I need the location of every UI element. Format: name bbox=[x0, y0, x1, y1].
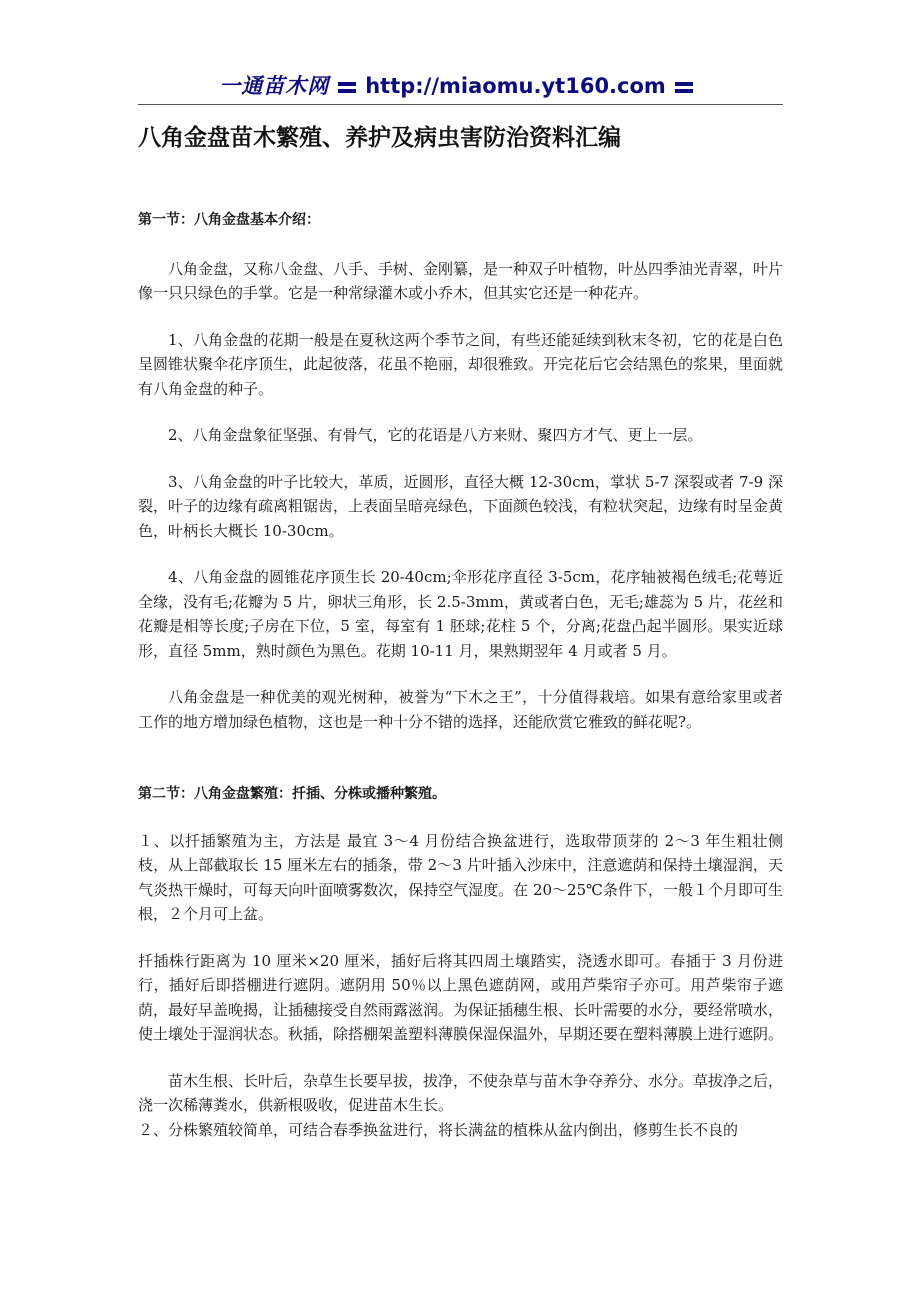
paragraph: １、以扦插繁殖为主，方法是 最宜 3～4 月份结合换盆进行，选取带顶芽的 2～3 年生粗壮侧枝，从上部截取长 15 厘米左右的插条，带 2～3 片叶插入沙床中，注意遮荫和保持土壤湿润，天气炎热干燥时，可每天向叶面喷雾数次，保持空气湿度。在 20～25℃条件下，一般１个月即可生根，２个月可上盆。 bbox=[138, 831, 783, 923]
header-divider bbox=[138, 104, 783, 105]
separator-icon bbox=[338, 80, 356, 94]
separator-icon bbox=[675, 80, 693, 94]
site-url[interactable]: http://miaomu.yt160.com bbox=[365, 74, 666, 98]
paragraph: 4、八角金盘的圆锥花序顶生长 20-40cm;伞形花序直径 3-5cm，花序轴被褐色绒毛;花萼近全缘，没有毛;花瓣为 5 片，卵状三角形，长 2.5-3mm，黄或者白色，无毛;雄蕊为 5 片，花丝和花瓣是相等长度;子房在下位，5 室，每室有 1 胚球;花柱 5 个，分离;花盘凸起半圆形。果实近球形，直径 5mm，熟时颜色为黑色。花期 10-11 月，果熟期翌年 4 月或者 5 月。 bbox=[138, 568, 783, 660]
site-header bbox=[138, 70, 783, 102]
paragraph: 2、八角金盘象征坚强、有骨气，它的花语是八方来财、聚四方才气、更上一层。 bbox=[168, 426, 703, 444]
section-heading-1: 第一节：八角金盘基本介绍： bbox=[138, 212, 320, 228]
paragraph: 3、八角金盘的叶子比较大，革质，近圆形，直径大概 12-30cm，掌状 5-7 深裂或者 7-9 深裂，叶子的边缘有疏离粗锯齿，上表面呈暗亮绿色，下面颜色较浅，有粒状突起，边缘有时呈金黄色，叶柄长大概长 10-30cm。 bbox=[138, 472, 784, 540]
paragraph: 苗木生根、长叶后，杂草生长要早拔，拔净，不使杂草与苗木争夺养分、水分。草拔净之后，浇一次稀薄粪水，供新根吸收，促进苗木生长。 bbox=[138, 1071, 784, 1114]
paragraph: 八角金盘，又称八金盘、八手、手树、金刚纂，是一种双子叶植物，叶丛四季油光青翠，叶片像一只只绿色的手掌。它是一种常绿灌木或小乔木，但其实它还是一种花卉。 bbox=[138, 259, 784, 302]
section-heading-2: 第二节：八角金盘繁殖：扦插、分株或播种繁殖。 bbox=[138, 786, 446, 802]
document-title: 八角金盘苗木繁殖、养护及病虫害防治资料汇编 bbox=[138, 125, 621, 151]
paragraph: 八角金盘是一种优美的观光树种，被誉为“下木之王”，十分值得栽培。如果有意给家里或者工作的地方增加绿色植物，这也是一种十分不错的选择，还能欣赏它雅致的鲜花呢?。 bbox=[138, 688, 783, 731]
paragraph: ２、分株繁殖较简单，可结合春季换盆进行，将长满盆的植株从盆内倒出，修剪生长不良的 bbox=[138, 1120, 739, 1139]
paragraph: 1、八角金盘的花期一般是在夏秋这两个季节之间，有些还能延续到秋末冬初，它的花是白色呈圆锥状聚伞花序顶生，此起彼落，花虽不艳丽，却很雅致。开完花后它会结黑色的浆果，里面就有八角金盘的种子。 bbox=[138, 330, 784, 398]
paragraph: 扦插株行距离为 10 厘米×20 厘米，插好后将其四周土壤踏实，浇透水即可。春插于 3 月份进行，插好后即搭棚进行遮阴。遮阴用 50％以上黑色遮荫网，或用芦柴帘子亦可。用芦柴帘子遮荫，最好早盖晚揭，让插穗接受自然雨露滋润。为保证插穗生根、长叶需要的水分，要经常喷水，使土壤处于湿润状态。秋插，除搭棚架盖塑料薄膜保湿保温外，早期还要在塑料薄膜上进行遮阴。 bbox=[138, 951, 784, 1043]
site-name: 一通苗木网 bbox=[219, 74, 330, 98]
document-body bbox=[138, 208, 783, 1142]
